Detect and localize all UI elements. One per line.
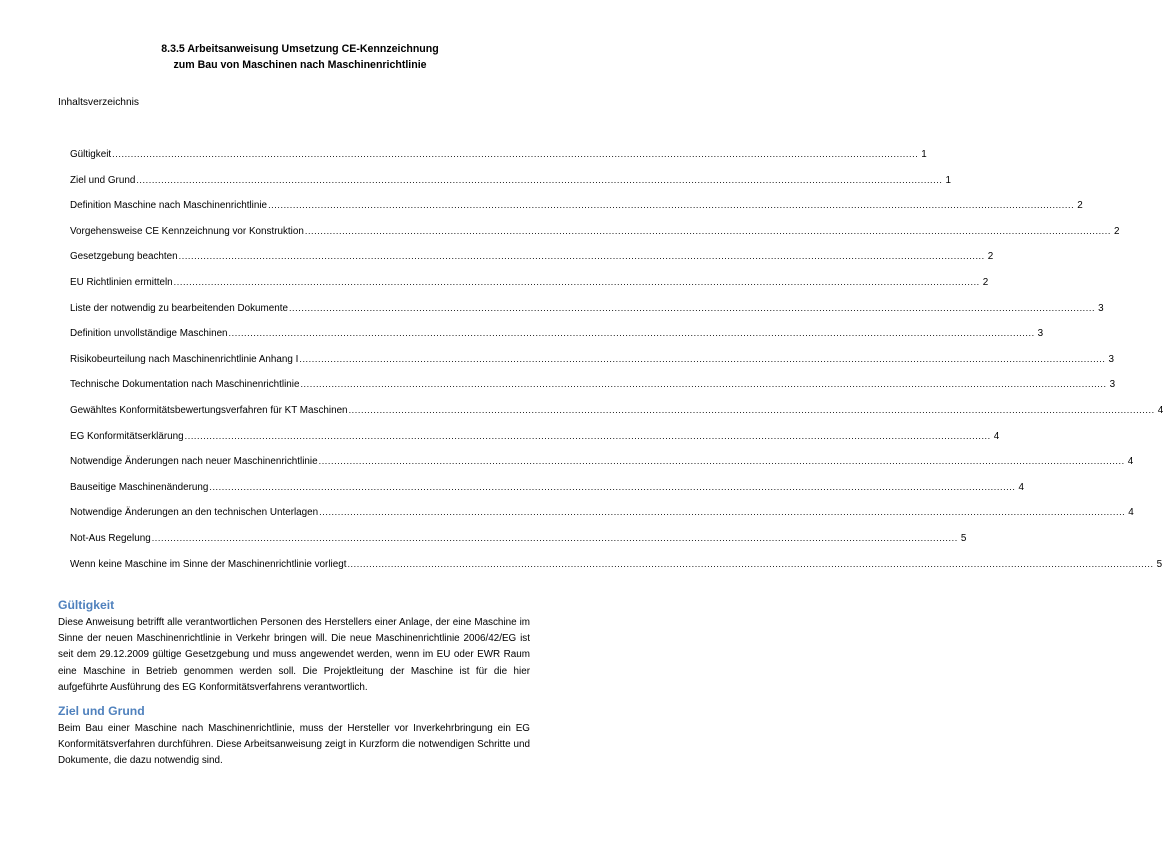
toc-entry-label: Liste der notwendig zu bearbeitenden Dokumente [70, 302, 288, 314]
toc-entry-page-number: 4 [993, 430, 1000, 442]
toc-entry[interactable] [70, 174, 951, 200]
toc-entry-page-number: 2 [1113, 225, 1120, 237]
toc-entry[interactable] [70, 276, 989, 302]
toc-entry-page-number: 4 [1128, 507, 1134, 519]
toc-entry-label: EU Richtlinien ermitteln [70, 276, 173, 288]
toc-entry[interactable] [70, 199, 1083, 225]
toc-dot-leader: .................................................................................................................................................................................................................................................................... [300, 379, 1107, 390]
toc-entry[interactable] [70, 148, 927, 174]
section-heading-ziel-und-grund: Ziel und Grund [58, 704, 145, 718]
toc-entry-page-number: 3 [1108, 353, 1114, 365]
toc-entry-page-number: 3 [1037, 328, 1044, 340]
section-text-gueltigkeit: Diese Anweisung betrifft alle verantwortlichen Personen des Herstellers einer Anlage, der eine Maschine im Sinne der neuen Maschinenrichtlinie in Verkehr bringen will. Die neue Maschinenrichtlinie 2006/42/EG ist seit dem 29.12.2009 gültige Gesetzgebung und muss angewendet werden, wenn im EU oder EWR Raum eine Maschine in Betrieb genommen werden soll. Die Projektleitung der Maschine ist für die hier aufgeführte Ausführung des EG Konformitätsverfahrens verantwortlich. [58, 617, 530, 693]
toc-entry-label: Notwendige Änderungen an den technischen Unterlagen [70, 507, 319, 519]
toc-entry[interactable] [70, 558, 1163, 584]
toc-dot-leader: .................................................................................................................................................................................................................................................................... [173, 276, 980, 287]
toc-dot-leader: .................................................................................................................................................................................................................................................................... [288, 302, 1096, 313]
toc-dot-leader: .................................................................................................................................................................................................................................................................... [348, 404, 1155, 415]
section-heading-gueltigkeit: Gültigkeit [58, 598, 115, 612]
toc-entry-label: Definition unvollständige Maschinen [70, 328, 228, 340]
toc-entry-label: Vorgehensweise CE Kennzeichnung vor Konstruktion [70, 225, 304, 237]
toc-dot-leader: .................................................................................................................................................................................................................................................................... [136, 174, 943, 185]
toc-entry-page-number: 2 [982, 276, 989, 288]
toc-dot-leader: .................................................................................................................................................................................................................................................................... [184, 430, 991, 441]
toc-entry[interactable] [70, 327, 1044, 353]
toc-dot-leader: .................................................................................................................................................................................................................................................................... [228, 328, 1035, 339]
toc-entry-page-number: 5 [1156, 558, 1163, 570]
toc-entry-label: Ziel und Grund [70, 174, 136, 186]
toc-dot-leader: .................................................................................................................................................................................................................................................................... [347, 558, 1154, 569]
toc-entry-page-number: 3 [1109, 379, 1116, 391]
toc-dot-leader: .................................................................................................................................................................................................................................................................... [112, 149, 919, 159]
toc-entry[interactable] [70, 506, 1134, 532]
toc-entry-page-number: 4 [1157, 404, 1163, 416]
toc-heading: Inhaltsverzeichnis [58, 97, 139, 108]
toc-entry[interactable] [70, 404, 1163, 430]
toc-dot-leader: .................................................................................................................................................................................................................................................................... [304, 225, 1111, 236]
toc-entry-label: Gewähltes Konformitätsbewertungsverfahren für KT Maschinen [70, 404, 348, 416]
toc-entry[interactable] [70, 353, 1114, 379]
toc-dot-leader: .................................................................................................................................................................................................................................................................... [268, 200, 1075, 211]
toc-entry-page-number: 3 [1098, 302, 1104, 314]
table-of-contents [70, 148, 1163, 583]
toc-entry-page-number: 1 [921, 149, 927, 160]
toc-dot-leader: .................................................................................................................................................................................................................................................................... [319, 507, 1126, 518]
toc-entry-page-number: 2 [987, 251, 994, 263]
toc-entry[interactable] [70, 481, 1024, 507]
toc-entry-label: Not-Aus Regelung [70, 532, 151, 544]
toc-dot-leader: .................................................................................................................................................................................................................................................................... [209, 481, 1016, 492]
toc-entry-page-number: 2 [1077, 200, 1083, 212]
toc-entry[interactable] [70, 532, 967, 558]
toc-entry-label: Risikobeurteilung nach Maschinenrichtlinie Anhang I [70, 353, 299, 365]
toc-entry-page-number: 5 [960, 532, 967, 544]
toc-dot-leader: .................................................................................................................................................................................................................................................................... [318, 456, 1125, 467]
toc-entry-page-number: 4 [1127, 456, 1134, 468]
section-text-ziel-und-grund: Beim Bau einer Maschine nach Maschinenrichtlinie, muss der Hersteller vor Inverkehrbringung ein EG Konformitätsverfahren durchführen. Diese Arbeitsanweisung zeigt in Kurzform die notwendigen Schritte und Dokumente, die dazu notwendig sind. [58, 723, 530, 767]
toc-entry-page-number: 1 [945, 174, 951, 186]
document-title-line-1: 8.3.5 Arbeitsanweisung Umsetzung CE-Kennzeichnung [161, 43, 439, 55]
toc-entry[interactable] [70, 430, 1000, 456]
toc-entry-label: Bauseitige Maschinenänderung [70, 481, 209, 493]
toc-dot-leader: .................................................................................................................................................................................................................................................................... [151, 532, 958, 543]
document-title-line-2: zum Bau von Maschinen nach Maschinenrichtlinie [173, 59, 427, 71]
toc-entry-label: Gültigkeit [70, 149, 112, 160]
toc-entry[interactable] [70, 455, 1134, 481]
toc-entry[interactable] [70, 250, 994, 276]
toc-entry-label: Technische Dokumentation nach Maschinenrichtlinie [70, 379, 300, 391]
toc-entry-label: Notwendige Änderungen nach neuer Maschinenrichtlinie [70, 456, 318, 468]
toc-entry-label: Definition Maschine nach Maschinenrichtlinie [70, 200, 268, 212]
toc-entry-label: Wenn keine Maschine im Sinne der Maschinenrichtlinie vorliegt [70, 558, 347, 570]
toc-entry[interactable] [70, 225, 1120, 251]
toc-entry-label: EG Konformitätserklärung [70, 430, 184, 442]
toc-entry-page-number: 4 [1018, 481, 1024, 493]
toc-dot-leader: .................................................................................................................................................................................................................................................................... [299, 353, 1106, 364]
toc-entry-label: Gesetzgebung beachten [70, 251, 178, 263]
toc-dot-leader: .................................................................................................................................................................................................................................................................... [178, 251, 985, 262]
toc-entry[interactable] [70, 302, 1104, 328]
document-title [0, 41, 600, 73]
toc-entry[interactable] [70, 378, 1116, 404]
